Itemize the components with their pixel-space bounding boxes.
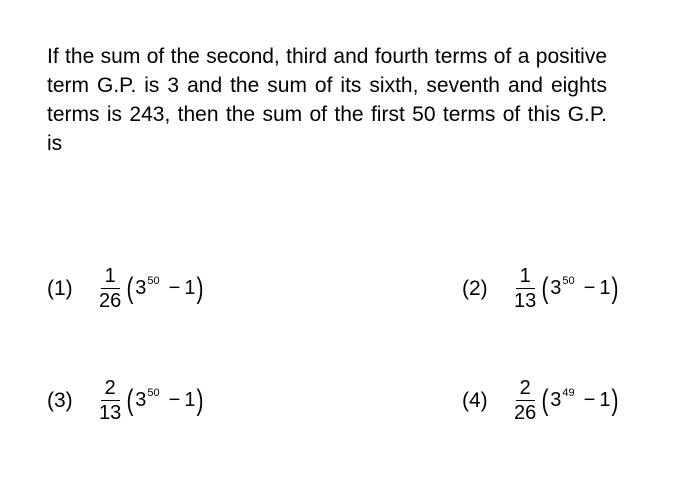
left-paren: ( bbox=[541, 383, 549, 417]
fraction-denominator: 13 bbox=[99, 402, 122, 424]
power-base: 3 bbox=[135, 389, 147, 411]
right-paren: ) bbox=[611, 383, 619, 417]
right-paren: ) bbox=[196, 271, 204, 305]
power-expression bbox=[125, 271, 205, 305]
fraction-numerator: 1 bbox=[516, 265, 535, 289]
minus-sign: − bbox=[168, 277, 181, 299]
option-2[interactable] bbox=[462, 265, 620, 312]
fraction-numerator: 2 bbox=[101, 377, 120, 401]
option-3[interactable] bbox=[47, 377, 205, 424]
option-number: (1) bbox=[47, 276, 73, 300]
fraction bbox=[97, 377, 123, 424]
left-paren: ( bbox=[126, 383, 134, 417]
left-paren: ( bbox=[126, 271, 134, 305]
power-exponent: 50 bbox=[147, 274, 160, 287]
option-number: (2) bbox=[462, 276, 488, 300]
fraction-denominator: 26 bbox=[514, 402, 537, 424]
minus-sign: − bbox=[583, 277, 596, 299]
subtrahend: 1 bbox=[184, 277, 196, 299]
left-paren: ( bbox=[541, 271, 549, 305]
subtrahend: 1 bbox=[599, 389, 611, 411]
option-number: (4) bbox=[462, 388, 488, 412]
fraction-numerator: 2 bbox=[516, 377, 535, 401]
power-base: 3 bbox=[550, 277, 562, 299]
power-exponent: 50 bbox=[562, 274, 575, 287]
fraction bbox=[512, 265, 538, 312]
right-paren: ) bbox=[196, 383, 204, 417]
option-1[interactable] bbox=[47, 265, 205, 312]
minus-sign: − bbox=[583, 389, 596, 411]
minus-sign: − bbox=[168, 389, 181, 411]
right-paren: ) bbox=[611, 271, 619, 305]
subtrahend: 1 bbox=[599, 277, 611, 299]
option-number: (3) bbox=[47, 388, 73, 412]
subtrahend: 1 bbox=[184, 389, 196, 411]
option-4[interactable] bbox=[462, 377, 620, 424]
fraction-denominator: 13 bbox=[514, 290, 537, 312]
fraction bbox=[97, 265, 123, 312]
power-expression bbox=[125, 383, 205, 417]
power-exponent: 50 bbox=[147, 386, 160, 399]
power-expression bbox=[540, 383, 620, 417]
question-text: If the sum of the second, third and fourth terms of a positive term G.P. is 3 and the sum of its sixth, seventh and eights terms is 243, then the sum of the first 50 terms of this G.P. is bbox=[47, 45, 607, 155]
power-base: 3 bbox=[135, 277, 147, 299]
power-base: 3 bbox=[550, 389, 562, 411]
fraction-numerator: 1 bbox=[101, 265, 120, 289]
fraction bbox=[512, 377, 538, 424]
fraction-denominator: 26 bbox=[99, 290, 122, 312]
power-expression bbox=[540, 271, 620, 305]
power-exponent: 49 bbox=[562, 386, 575, 399]
